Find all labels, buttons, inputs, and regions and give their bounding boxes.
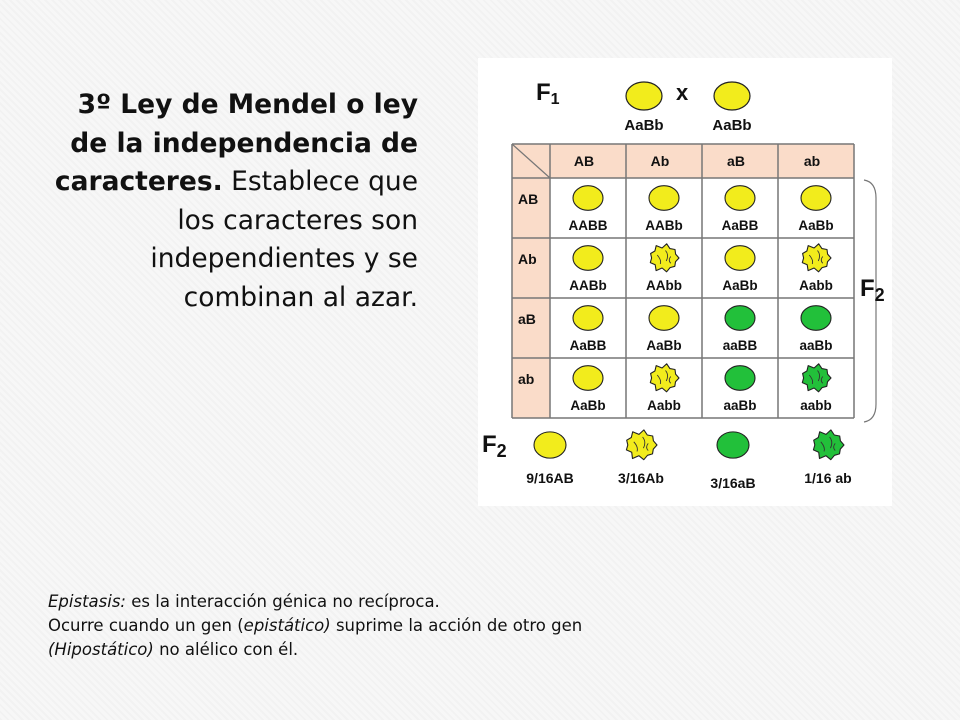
row-gamete-AB: AB [518, 191, 539, 207]
row-gamete-aB: aB [518, 311, 536, 327]
ratio-label: 1/16 ab [804, 470, 852, 486]
cell-genotype: AABB [568, 218, 608, 233]
cross-symbol: x [676, 80, 689, 105]
note-line-3 [48, 638, 908, 662]
cell-genotype: AaBb [798, 218, 834, 233]
note-line-2 [48, 614, 908, 638]
parent-pea-1 [626, 82, 662, 110]
pea-round-yellow [573, 306, 603, 331]
note-line-1-text: es la interacción génica no recíproca. [126, 592, 440, 611]
cell-genotype: AaBb [722, 278, 758, 293]
note-line-1 [48, 590, 908, 614]
cell-genotype: AaBb [646, 338, 682, 353]
pea-round-green [725, 306, 755, 331]
pea-round-green [725, 366, 755, 391]
ratio-pea-round-yellow [534, 432, 566, 458]
cell-genotype: Aabb [799, 278, 833, 293]
header-row-fill [512, 144, 854, 178]
f2-side-subscript: 2 [874, 285, 885, 305]
column-gamete-Ab: Ab [650, 153, 670, 169]
ratio-pea-round-green [717, 432, 749, 458]
ratio-label: 3/16aB [710, 475, 756, 491]
pea-round-green [801, 306, 831, 331]
column-gamete-aB: aB [727, 153, 745, 169]
parent-genotype-2: AaBb [712, 117, 752, 134]
cell-genotype: AAbb [646, 278, 682, 293]
f1-subscript: 1 [550, 91, 560, 108]
epistasis-note [48, 590, 908, 662]
cell-genotype: AABb [569, 278, 607, 293]
title-text [40, 86, 418, 317]
cell-genotype: aaBb [723, 398, 757, 413]
note-line-3-end: no alélico con él. [153, 640, 299, 659]
f1-label: F1 [536, 79, 560, 108]
note-hypostatic: (Hipostático) [48, 640, 154, 659]
title-normal: Establece que los caracteres son independientes y se combinan al azar. [150, 166, 418, 313]
pea-round-yellow [649, 186, 679, 211]
f2-bottom-subscript: 2 [496, 441, 507, 461]
parent-genotype-1: AaBb [624, 117, 664, 134]
cell-genotype: AABb [645, 218, 683, 233]
row-gamete-Ab: Ab [518, 251, 537, 267]
f2-side-label: $F_2$ [860, 275, 885, 305]
punnett-diagram [478, 58, 892, 506]
column-gamete-ab: ab [803, 153, 821, 169]
pea-round-yellow [801, 186, 831, 211]
cell-genotype: Aabb [647, 398, 681, 413]
pea-round-yellow [725, 246, 755, 271]
note-term: Epistasis: [48, 592, 126, 611]
pea-round-yellow [573, 366, 603, 391]
title-bold: 3º Ley de Mendel o ley de la independencia de caracteres. [54, 89, 418, 197]
note-epistatic: epistático) [243, 616, 331, 635]
parent-pea-2 [714, 82, 750, 110]
cell-genotype: AaBB [569, 338, 607, 353]
cell-genotype: aaBb [799, 338, 833, 353]
cell-genotype: aaBB [722, 338, 758, 353]
pea-round-yellow [725, 186, 755, 211]
note-line-2-end: suprime la acción de otro gen [330, 616, 583, 635]
row-gamete-ab: ab [518, 371, 535, 387]
ratio-label: 9/16AB [526, 470, 574, 486]
cell-genotype: AaBB [721, 218, 759, 233]
pea-round-yellow [573, 186, 603, 211]
note-line-2-start: Ocurre cuando un gen ( [48, 616, 244, 635]
f2-bottom-label: $F_2$ [482, 431, 507, 461]
pea-round-yellow [649, 306, 679, 331]
column-gamete-AB: AB [573, 153, 595, 169]
ratio-label: 3/16Ab [618, 470, 664, 486]
cell-genotype: AaBb [570, 398, 606, 413]
pea-round-yellow [573, 246, 603, 271]
cell-genotype: aabb [800, 398, 832, 413]
